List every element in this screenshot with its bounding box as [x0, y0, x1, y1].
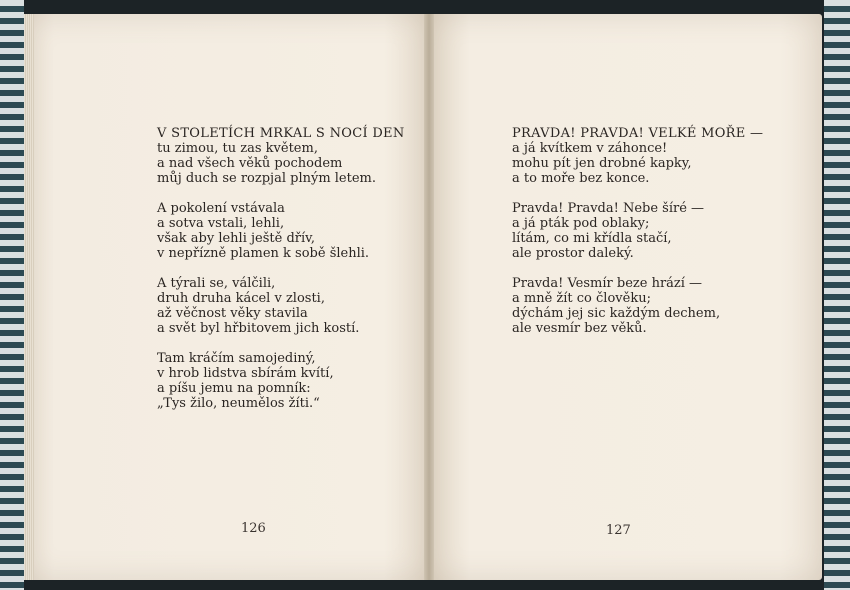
poem-line: „Tys žilo, neumělos žíti.“ — [157, 396, 320, 411]
stanza — [512, 276, 763, 336]
stanza — [512, 126, 763, 186]
poem-line: a já pták pod oblaky; — [512, 216, 650, 231]
page-number-right: 127 — [606, 523, 631, 538]
poem-line: A pokolení vstávala — [157, 201, 285, 216]
poem-first-line: PRAVDA! PRAVDA! VELKÉ MOŘE — — [512, 126, 764, 141]
right-poem — [512, 126, 763, 351]
poem-line: a to moře bez konce. — [512, 171, 650, 186]
poem-line: druh druha kácel v zlosti, — [157, 291, 325, 306]
poem-line: a mně žít co člověku; — [512, 291, 651, 306]
poem-line: v hrob lidstva sbírám kvítí, — [157, 366, 334, 381]
poem-line: však aby lehli ještě dřív, — [157, 231, 316, 246]
left-page — [24, 14, 428, 580]
poem-line: a já kvítkem v záhonce! — [512, 141, 668, 156]
stanza — [157, 351, 405, 411]
stanza — [157, 201, 405, 261]
page-edges — [24, 14, 34, 580]
stanza — [512, 201, 763, 261]
poem-line: A týrali se, válčili, — [157, 276, 276, 291]
poem-line: Pravda! Pravda! Nebe šíré — — [512, 201, 705, 216]
book-gutter — [424, 14, 434, 580]
poem-line: lítám, co mi křídla stačí, — [512, 231, 672, 246]
poem-line: Tam kráčím samojediný, — [157, 351, 316, 366]
poem-line: v nepřízně plamen k sobě šlehli. — [157, 246, 370, 261]
poem-line: ale prostor daleký. — [512, 246, 634, 261]
poem-line: můj duch se rozpjal plným letem. — [157, 171, 377, 186]
poem-line: Pravda! Vesmír beze hrází — — [512, 276, 703, 291]
poem-line: tu zimou, tu zas květem, — [157, 141, 318, 156]
poem-line: a svět byl hřbitovem jich kostí. — [157, 321, 360, 336]
stanza — [157, 126, 405, 186]
page-number-left: 126 — [241, 521, 266, 536]
right-page — [430, 14, 822, 580]
book-binding-right — [824, 0, 850, 590]
poem-first-line: V STOLETÍCH MRKAL S NOCÍ DEN — [157, 126, 405, 141]
poem-line: a nad všech věků pochodem — [157, 156, 343, 171]
poem-line: dýchám jej sic každým dechem, — [512, 306, 721, 321]
poem-line: až věčnost věky stavila — [157, 306, 308, 321]
poem-line: ale vesmír bez věků. — [512, 321, 647, 336]
left-poem — [157, 126, 405, 426]
poem-line: a píšu jemu na pomník: — [157, 381, 311, 396]
stanza — [157, 276, 405, 336]
poem-line: mohu pít jen drobné kapky, — [512, 156, 692, 171]
poem-line: a sotva vstali, lehli, — [157, 216, 285, 231]
book-binding-left — [0, 0, 24, 590]
